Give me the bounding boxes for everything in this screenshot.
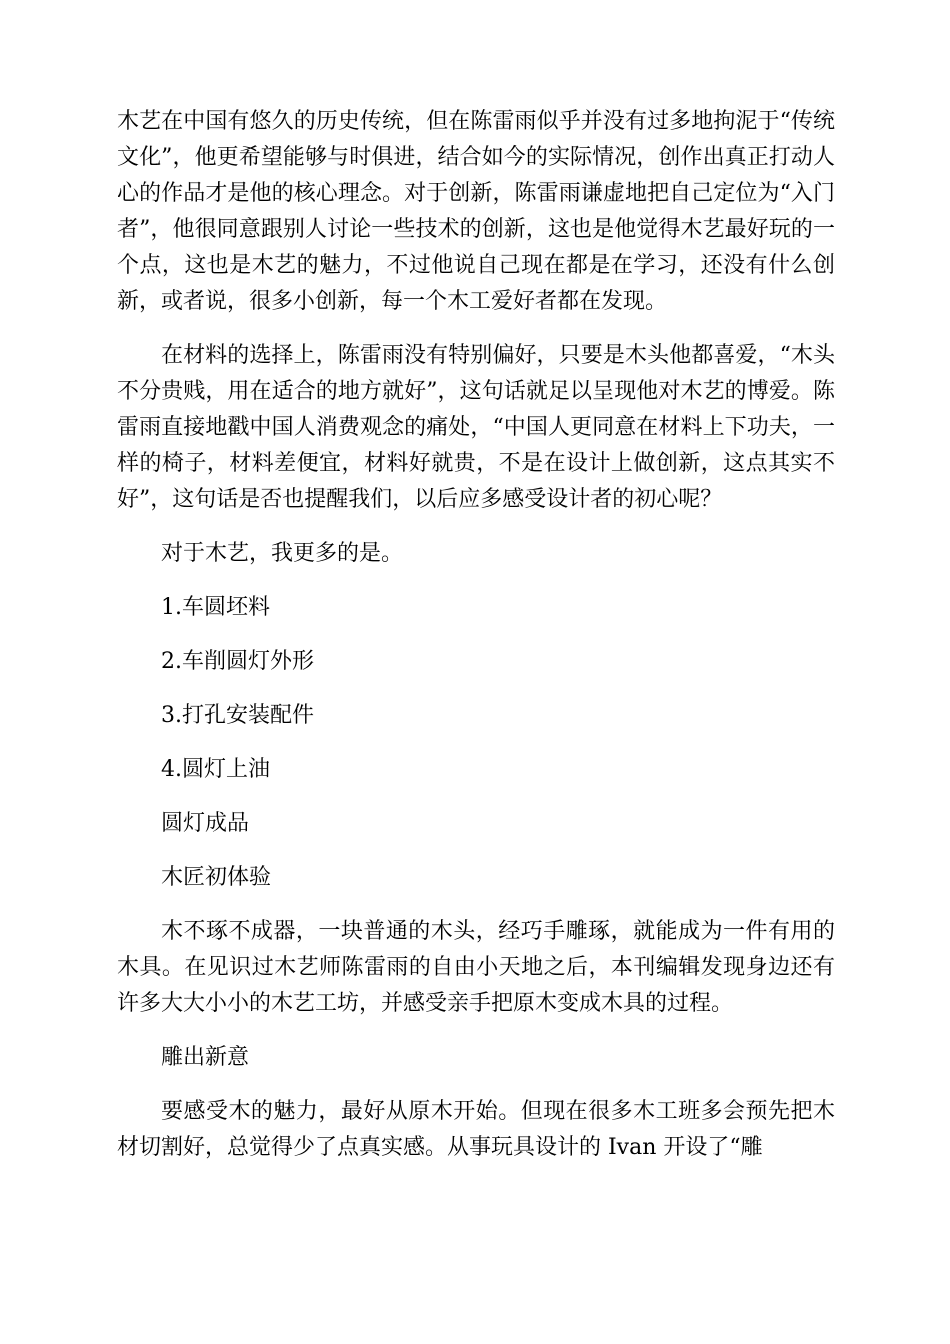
- paragraph-innovation: 木艺在中国有悠久的历史传统，但在陈雷雨似乎并没有过多地拘泥于“传统文化”，他更希望能够与时俱进，结合如今的实际情况，创作出真正打动人心的作品才是他的核心理念。对于创新，陈雷雨谦虚地把自己定位为“入门者”，他很同意跟别人讨论一些技术的创新，这也是他觉得木艺最好玩的一个点，这也是木艺的魅力，不过他说自己现在都是在学习，还没有什么创新，或者说，很多小创新，每一个木工爱好者都在发现。: [117, 109, 835, 314]
- section-heading-carpenter: 木匠初体验: [161, 865, 272, 890]
- step-2: 2.车削圆灯外形: [161, 649, 314, 674]
- step-4: 4.圆灯上油: [161, 757, 270, 782]
- paragraph-workshops: 木不琢不成器，一块普通的木头，经巧手雕琢，就能成为一件有用的木具。在见识过木艺师陈雷雨的自由小天地之后，本刊编辑发现身边还有许多大大小小的木艺工坊，并感受亲手把原木变成木具的过程。: [117, 919, 835, 1016]
- caption-finished-lamp: 圆灯成品: [161, 811, 250, 836]
- step-3: 3.打孔安装配件: [161, 703, 314, 728]
- section-heading-carving: 雕出新意: [161, 1045, 250, 1070]
- paragraph-raw-wood: 要感受木的魅力，最好从原木开始。但现在很多木工班多会预先把木材切割好，总觉得少了点真实感。从事玩具设计的 Ivan 开设了“雕: [117, 1099, 835, 1160]
- paragraph-materials: 在材料的选择上，陈雷雨没有特别偏好，只要是木头他都喜爱，“木头不分贵贱，用在适合的地方就好”，这句话就足以呈现他对木艺的博爱。陈雷雨直接地戳中国人消费观念的痛处，“中国人更同意在材料上下功夫，一样的椅子，材料差便宜，材料好就贵，不是在设计上做创新，这点其实不好”，这句话是否也提醒我们，以后应多感受设计者的初心呢？: [117, 343, 835, 512]
- step-1: 1.车圆坯料: [161, 595, 270, 620]
- article-body: [117, 104, 835, 1184]
- paragraph-woodcraft-intro: 对于木艺，我更多的是。: [161, 541, 404, 566]
